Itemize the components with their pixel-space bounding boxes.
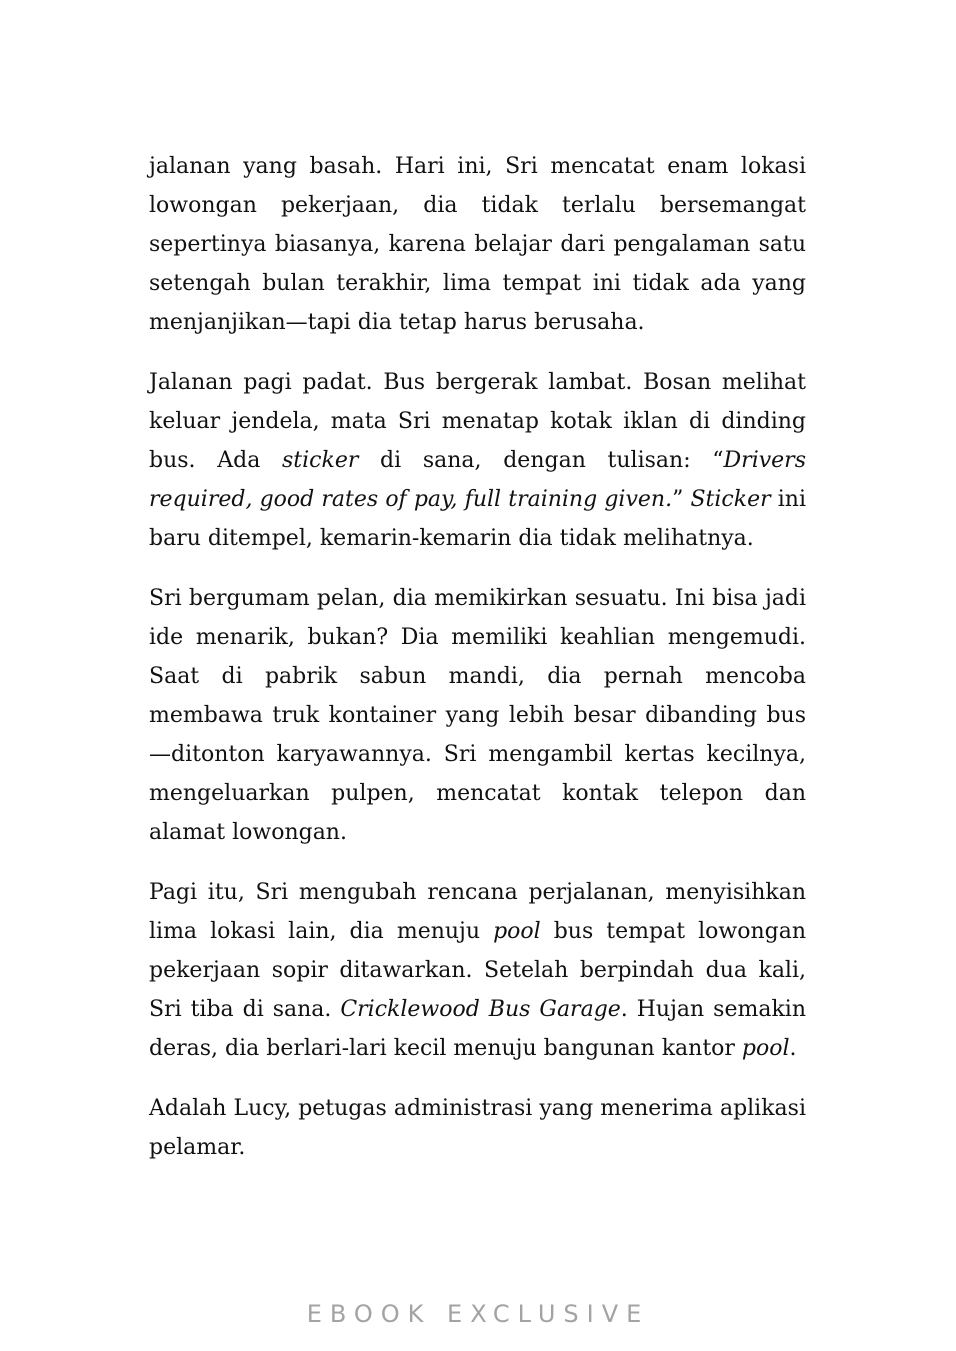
text-run: jalanan yang basah. Hari ini, Sri mencatat enam lokasi lowongan pekerjaan, dia tidak terlalu bersemangat sepertinya biasanya, karena belajar dari pengalaman satu setengah bulan terakhir, lima tempat ini tidak ada yang menjanjikan—tapi dia tetap harus berusaha. [149, 154, 806, 335]
paragraph-3 [149, 579, 806, 852]
text-run: Adalah Lucy, petugas administrasi yang menerima aplikasi pelamar. [149, 1096, 806, 1160]
italic-run: sticker [282, 448, 359, 473]
text-run: di sana, dengan tulisan: “ [358, 448, 724, 473]
italic-run: Sticker [690, 487, 771, 512]
paragraph-2 [149, 363, 806, 558]
text-run: . [789, 1036, 797, 1061]
text-run: Jalanan pagi padat. Bus bergerak lambat. Bosan melihat keluar jendela, mata Sri menatap kotak iklan di dinding bus. Ada [149, 370, 806, 473]
page-body [149, 147, 806, 1188]
text-run: ini baru ditempel, kemarin-kemarin dia tidak melihatnya. [149, 487, 807, 551]
paragraph-5 [149, 1089, 806, 1167]
italic-run: pool [741, 1036, 790, 1061]
ebook-exclusive-footer: EBOOK EXCLUSIVE [306, 1300, 650, 1328]
text-run: bus tempat lowongan pekerjaan sopir ditawarkan. Setelah berpindah dua kali, Sri tiba di sana. [149, 919, 806, 1022]
text-run: Pagi itu, Sri mengubah rencana perjalanan, menyisihkan lima lokasi lain, dia menuju [149, 880, 806, 944]
italic-run: pool [493, 919, 541, 944]
paragraph-4 [149, 873, 806, 1068]
text-run: ” [672, 487, 691, 512]
italic-run: Cricklewood Bus Garage [340, 997, 621, 1022]
italic-run: Drivers required, good rates of pay, full training given. [149, 448, 806, 512]
text-run: . Hujan semakin deras, dia berlari-lari kecil menuju bangunan kantor [149, 997, 806, 1061]
text-run: Sri bergumam pelan, dia memikirkan sesuatu. Ini bisa jadi ide menarik, bukan? Dia memiliki keahlian mengemudi. Saat di pabrik sabun mandi, dia pernah mencoba membawa truk kontainer yang lebih besar dibanding bus—ditonton karyawannya. Sri mengambil kertas kecilnya, mengeluarkan pulpen, mencatat kontak telepon dan alamat lowongan. [149, 586, 806, 845]
paragraph-1 [149, 147, 806, 342]
